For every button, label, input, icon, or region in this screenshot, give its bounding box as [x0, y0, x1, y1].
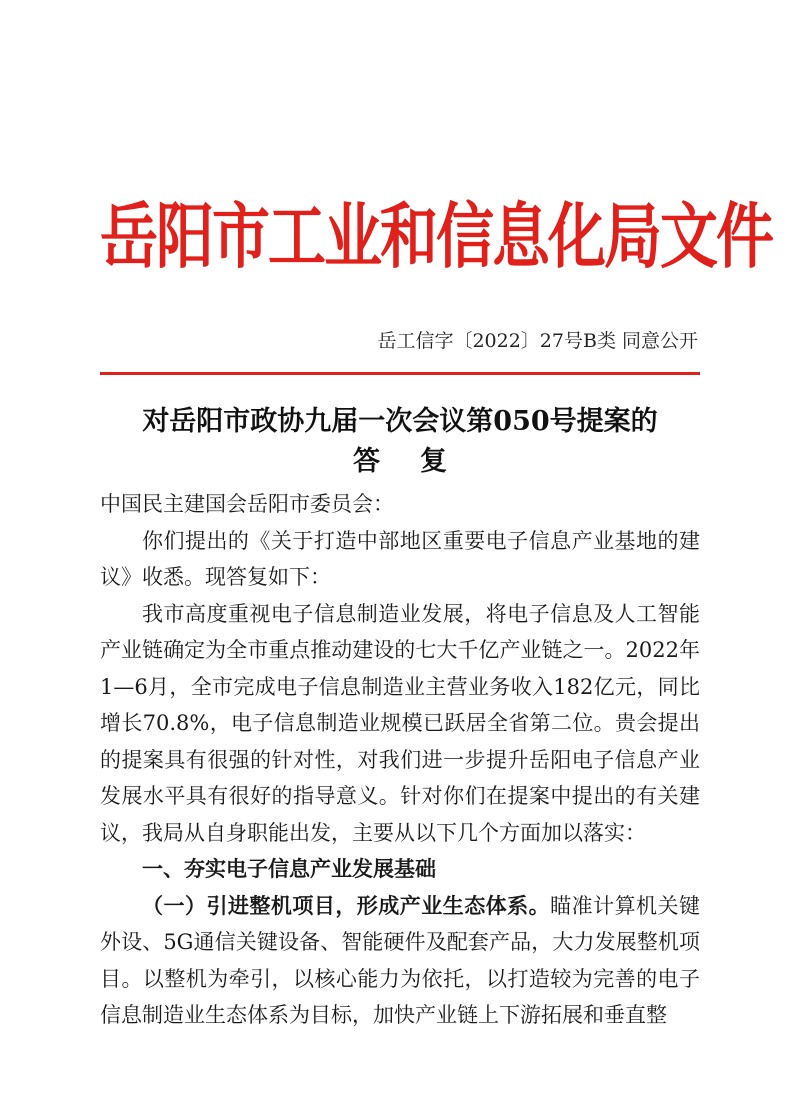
- document-masthead: 岳阳市工业和信息化局文件: [100, 195, 773, 279]
- paragraph-subsection-1: [100, 888, 700, 1034]
- document-number: 岳工信字〔2022〕27号B类 同意公开: [377, 330, 698, 352]
- paragraph-acknowledgement: 你们提出的《关于打造中部地区重要电子信息产业基地的建议》收悉。现答复如下：: [100, 528, 700, 589]
- red-divider-line: [100, 372, 700, 375]
- document-title-line-1: 对岳阳市政协九届一次会议第050号提案的: [142, 406, 658, 437]
- document-body: [100, 486, 700, 1034]
- subsection-text: 瞄准计算机关键外设、5G通信关键设备、智能硬件及配套产品，大力发展整机项目。以整机为牵引，以核心能力为依托，以打造较为完善的电子信息制造业生态体系为目标，加快产业链上下游拓展和垂直整: [100, 893, 701, 1027]
- salutation: 中国民主建国会岳阳市委员会：: [100, 492, 394, 516]
- section-heading-1: 一、夯实电子信息产业发展基础: [142, 857, 436, 881]
- paragraph-overview: 我市高度重视电子信息制造业发展，将电子信息及人工智能产业链确定为全市重点推动建设的七大千亿产业链之一。2022年1—6月，全市完成电子信息制造业主营业务收入182亿元，同比增长70.8%，电子信息制造业规模已跃居全省第二位。贵会提出的提案具有很强的针对性，对我们进一步提升岳阳电子信息产业发展水平具有很好的指导意义。针对你们在提案中提出的有关建议，我局从自身职能出发，主要从以下几个方面加以落实：: [100, 601, 700, 845]
- document-title-line-2: 答复: [353, 446, 487, 477]
- subsection-lead: （一）引进整机项目，形成产业生态体系。: [142, 892, 551, 918]
